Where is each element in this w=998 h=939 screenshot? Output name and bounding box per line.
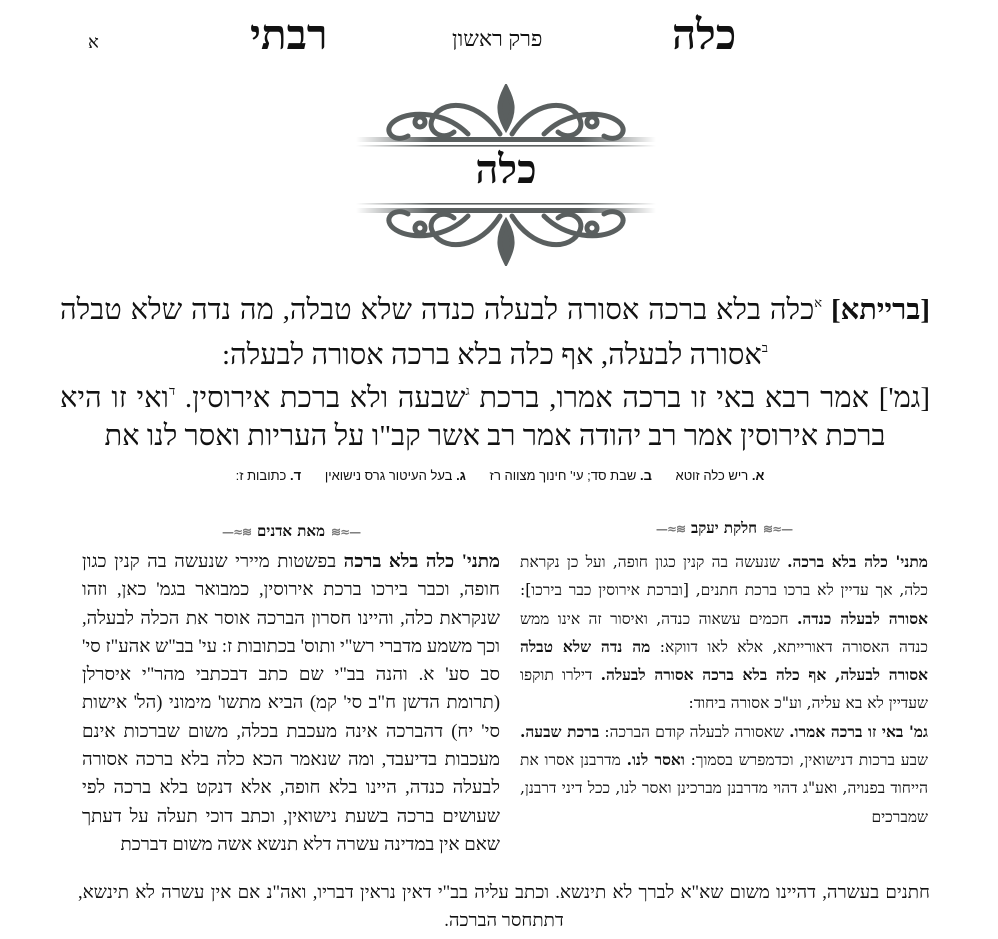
ornamental-title-frame bbox=[350, 84, 662, 266]
header-title-left: רבתי bbox=[250, 10, 328, 59]
chapter-title: כלה bbox=[475, 146, 537, 193]
footnote-marker: ג bbox=[465, 383, 470, 398]
gemara-text: שבעה ולא ברכת אירוסין. bbox=[175, 382, 466, 414]
commentary-gemara: גמ' באי זו ברכה אמרו. שאסורה לבעלה קודם הברכה: ברכת שבעה. שבע ברכות דנישואין, וכדמפרש בסמוך: ואסר לנו. מדרבנן אסרו את הייחוד בפנויה, ואע"ג דהוי מדרבנן מברכינן ואסר לנו, ככל דיני דרבנן, שמברכים bbox=[520, 721, 929, 826]
source-note: ד. כתובות ז: bbox=[235, 468, 302, 483]
baraita-label: [ברייתא] bbox=[830, 294, 931, 326]
source-note: ג. בעל העיטור גרס נישואין bbox=[324, 468, 466, 483]
gemara-label: [גמ'] bbox=[878, 382, 930, 414]
header-title-right: כלה bbox=[672, 10, 737, 59]
commentary-paragraph: מתני' כלה בלא ברכה בפשטות מיירי שנעשה בה קנין כגון חופה, וכבר בירכו ברכת אירוסין, כמבואר בגמ' כאן, וזהו שנקראת כלה, והיינו חסרון הברכה אוסר את הכלה לבעלה, וכך משמע מדברי רש"י ותוס' בכתובות ז: עי' בב"ש אהע"ז סי' סב סע' א. והנה בב"י שם כתב דבכתבי מהר"י איסרלן (תרומת הדשן ח"ב סי' קמ) הביא מתשו' מימוני (הל' אישות סי' יח) דהברכה אינה מעכבת בכלה, משום שברכות אינם מעכבות בדיעבד, ומה שנאמר הכא כלה בלא ברכה אסורה לבעלה כנדה, היינו בלא חופה, אלא דנקט בלא ברכה לפי שעושים ברכה בשעת נישואין, וכתב דוכי תעלה על דעתך שאם אין במדינה עשרה דלא תנשא אשה משום דברכת bbox=[82, 552, 500, 855]
footnote-marker: ד bbox=[168, 383, 176, 398]
gemara-paragraph bbox=[60, 372, 930, 455]
header-chapter: פרק ראשון bbox=[452, 26, 543, 51]
commentary-continuation: חתנים בעשרה, דהיינו משום שא"א לברך לא תינשא. וכתב עליה בב"י דאין נראין דבריו, ואה"נ אם אין עשרה לא תינשא, דתתחסר הברכה. bbox=[78, 883, 930, 931]
gemara-text: ואי זו היא ברכת אירוסין אמר רב יהודה אמר רב אשר קב"ו על העריות ואסר לנו את bbox=[60, 382, 886, 452]
baraita-text: אסורה לבעלה, אף כלה בלא ברכה אסורה לבעלה: bbox=[221, 339, 762, 371]
source-note: א. ריש כלה זוטא bbox=[675, 468, 765, 483]
page-letter: א bbox=[88, 32, 99, 52]
source-notes bbox=[180, 468, 820, 483]
commentary-mishna: מתני' כלה בלא ברכה. שנעשה בה קנין כגון חופה, ועל כן נקראת כלה, אך עדיין לא ברכו ברכת חתנים, [וברכת אירוסין כבר בירכו]: אסורה לבעלה כנדה. חכמים עשאוה כנדה, ואיסור זה אינו ממש כנדה האסורה דאורייתא, אלא לאו דווקא: מה נדה שלא טבלה אסורה לבעלה, אף כלה בלא ברכה אסורה לבעלה. דילרו תוקפו שעדיין לא בא עליה, וע"כ אסורה ביחוד: bbox=[520, 552, 928, 713]
gemara-text: אמר רבא באי זו ברכה אמרו, ברכת bbox=[469, 382, 879, 414]
commentary-left-body bbox=[82, 548, 500, 859]
commentary-right-heading: —≈≋ חלקת יעקב ≋≈— bbox=[655, 519, 793, 537]
baraita-text: כלה בלא ברכה אסורה לבעלה כנדה שלא טבלה, מה נדה שלא טבלה bbox=[60, 294, 815, 326]
footnote-marker: ב bbox=[761, 340, 769, 355]
flourish-icon: —≈≋ bbox=[330, 524, 361, 539]
baraita-paragraph bbox=[60, 284, 930, 374]
flourish-icon: —≈≋ bbox=[763, 521, 793, 536]
commentary-right-body bbox=[520, 548, 928, 831]
footnote-marker: א bbox=[814, 295, 823, 310]
flourish-icon: ≋≈— bbox=[221, 524, 252, 539]
flourish-icon: ≋≈— bbox=[655, 521, 686, 536]
source-note: ב. שבת סד; עי' חינוך מצווה רז bbox=[489, 468, 652, 483]
commentary-left-heading: —≈≋ מאת אדנים ≋≈— bbox=[221, 522, 361, 540]
